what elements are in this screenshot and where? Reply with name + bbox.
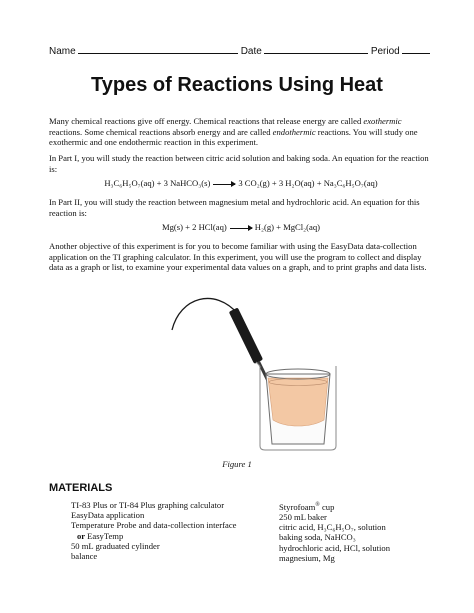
equation-2-products: H₂(g) + MgCl₂(aq): [254, 222, 321, 232]
intro-paragraph: [49, 116, 433, 148]
period-label: Period: [370, 46, 400, 57]
part2-paragraph: In Part II, you will study the reaction between magnesium metal and hydrochloric acid. An equation for this reaction is:: [49, 197, 420, 218]
materials-left-column: [71, 500, 236, 561]
styrofoam-label: Styrofoam: [279, 501, 316, 512]
equation-2-reactants: Mg(s) + 2 HCl(aq): [161, 222, 227, 232]
registered-mark: ®: [315, 502, 320, 508]
intro-text-3: reactions. You will study one exothermic and one endothermic reaction in this experiment.: [49, 126, 418, 147]
or-label: or: [77, 530, 85, 541]
reaction-arrow-icon: [213, 184, 235, 185]
probe-cable: [172, 298, 238, 330]
period-blank: [402, 44, 430, 54]
page-title: Types of Reactions Using Heat: [91, 74, 383, 96]
name-label: Name: [49, 46, 76, 57]
materials-right-column: [279, 500, 390, 563]
header-line: [49, 44, 439, 57]
material-item: [279, 500, 390, 512]
equation-2: [49, 222, 433, 232]
materials-heading: MATERIALS: [49, 482, 113, 494]
beaker-probe-figure: [170, 282, 350, 452]
equation-1-reactants: H₃C₆H₅O₇(aq) + 3 NaHCO₃(s): [104, 178, 211, 188]
endothermic-term: endothermic: [272, 126, 316, 137]
material-item: citric acid, H₃C₆H₅O₇, solution: [279, 522, 386, 533]
intro-text-2: reactions. Some chemical reactions absorb energy and are called: [49, 126, 273, 137]
date-blank: [264, 44, 368, 54]
material-item: 50 mL graduated cylinder: [71, 540, 160, 551]
material-item: EasyData application: [71, 510, 145, 521]
objective-paragraph: Another objective of this experiment is for you to become familiar with using the EasyData data-collection application on the TI graphing calculator. In this experiment, you will use the program to collect and display data as a graph or list, to examine your experimental data values on a graph, and to print graphs and data lists.: [49, 241, 427, 272]
material-item: 250 mL baker: [279, 512, 327, 523]
material-item: magnesium, Mg: [279, 552, 335, 563]
exothermic-term: exothermic: [363, 116, 402, 126]
material-item: baking soda, NaHCO₃: [279, 532, 356, 543]
material-item: TI-83 Plus or TI-84 Plus graphing calculator: [71, 500, 225, 510]
date-label: Date: [240, 46, 262, 57]
equation-1-products: 3 CO₂(g) + 3 H₂O(aq) + Na₃C₆H₅O₇(aq): [238, 178, 378, 188]
material-item: balance: [71, 551, 98, 562]
material-alt-item: EasyTemp: [87, 530, 124, 541]
intro-text-1: Many chemical reactions give off energy. Chemical reactions that release energy are called: [49, 116, 364, 126]
name-blank: [78, 44, 238, 54]
material-item: Temperature Probe and data-collection interface: [71, 520, 237, 531]
equation-1: [49, 178, 433, 188]
figure-caption: Figure 1: [222, 459, 252, 469]
material-item: hydrochloric acid, HCl, solution: [279, 542, 390, 553]
styrofoam-suffix: cup: [319, 501, 335, 512]
part1-paragraph: In Part I, you will study the reaction between citric acid solution and baking soda. An equation for the reaction is:: [49, 153, 429, 174]
reaction-arrow-icon: [230, 228, 252, 229]
material-item-alt: [71, 531, 236, 541]
